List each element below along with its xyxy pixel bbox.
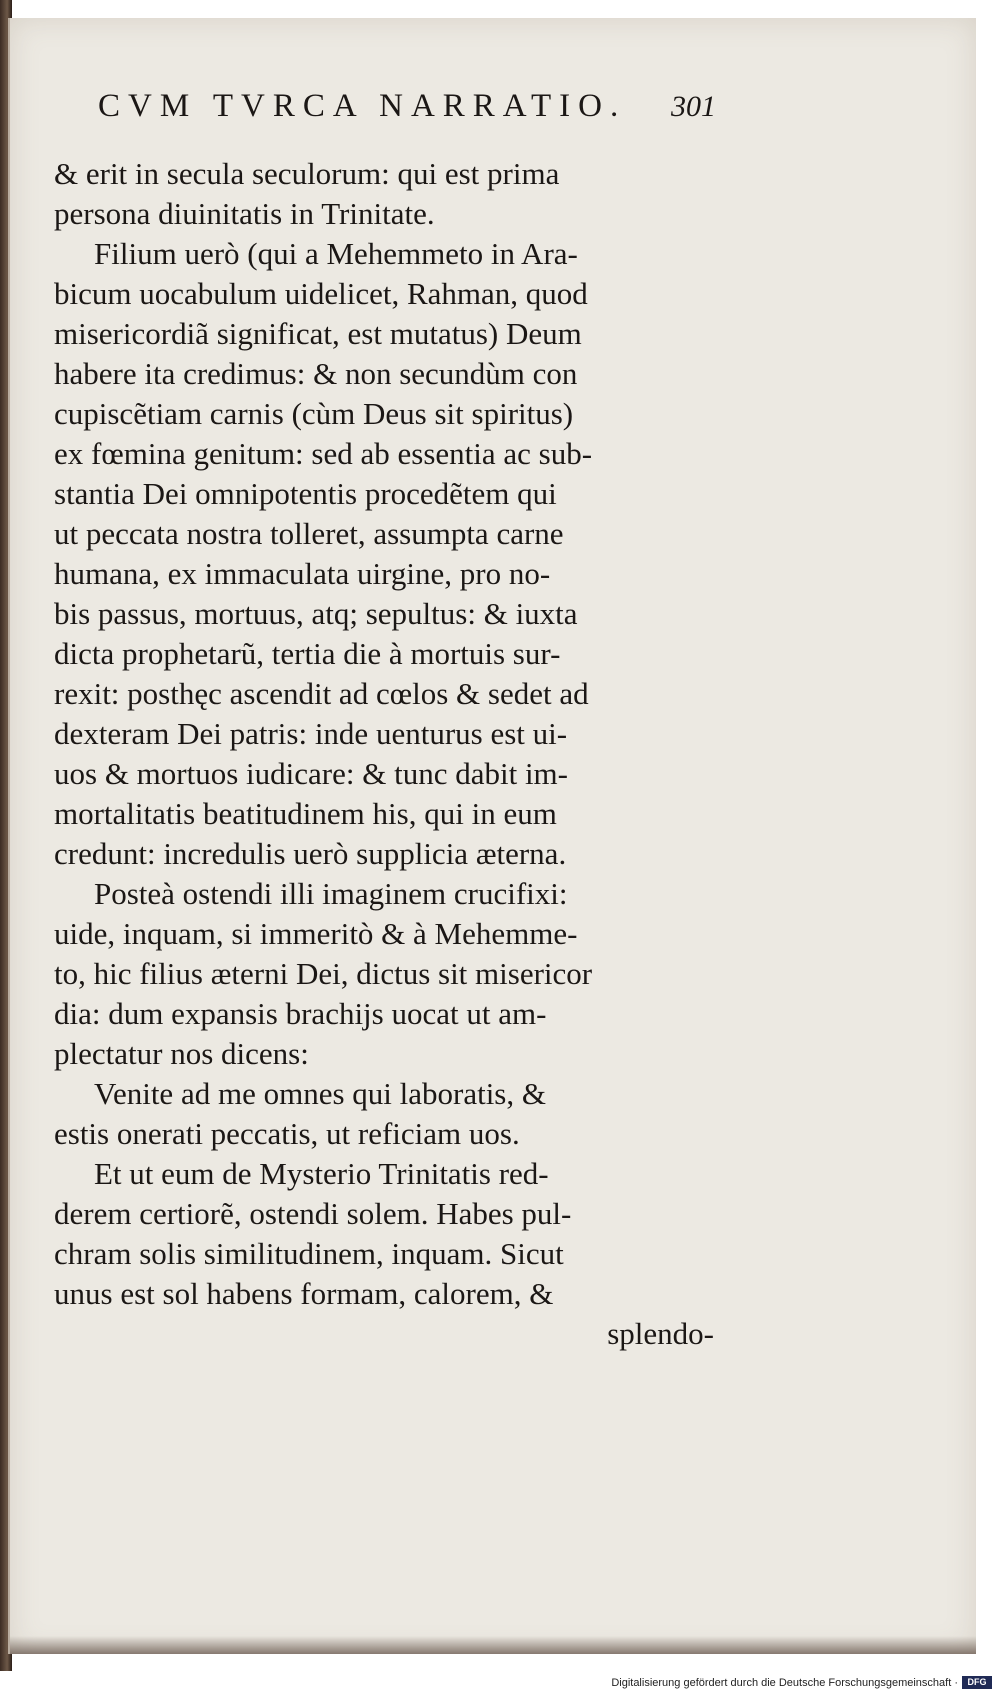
text-line: ex fœmina genitum: sed ab essentia ac sub-	[54, 436, 593, 471]
text-line: uos & mortuos iudicare: & tunc dabit im-	[54, 756, 568, 791]
body-text	[54, 154, 720, 1354]
text-line: mortalitatis beatitudinem his, qui in eum	[54, 796, 557, 831]
text-line: Posteà ostendi illi imaginem crucifixi:	[94, 876, 568, 911]
text-line: Venite ad me omnes qui laboratis, &	[94, 1076, 546, 1111]
text-line: stantia Dei omnipotentis procedẽtem qui	[54, 476, 557, 511]
text-line: habere ita credimus: & non secundùm con	[54, 356, 578, 391]
text-line: to, hic filius æterni Dei, dictus sit misericor	[54, 956, 593, 991]
text-line: chram solis similitudinem, inquam. Sicut	[54, 1236, 564, 1271]
dfg-logo: DFG	[962, 1676, 992, 1689]
text-line: dicta prophetarũ, tertia die à mortuis sur-	[54, 636, 561, 671]
book-page	[8, 18, 976, 1654]
text-line: persona diuinitatis in Trinitate.	[54, 196, 435, 231]
text-line: dia: dum expansis brachijs uocat ut am-	[54, 996, 547, 1031]
text-line: dexteram Dei patris: inde uenturus est ui-	[54, 716, 568, 751]
text-line: estis onerati peccatis, ut reficiam uos.	[54, 1116, 520, 1151]
text-line: uide, inquam, si immeritò & à Mehemme-	[54, 916, 578, 951]
text-line: humana, ex immaculata uirgine, pro no-	[54, 556, 551, 591]
text-line: plectatur nos dicens:	[54, 1036, 309, 1071]
text-line: & erit in secula seculorum: qui est prima	[54, 156, 560, 191]
digitization-footer	[0, 1671, 1000, 1693]
text-line: cupiscẽtiam carnis (cùm Deus sit spiritus)	[54, 396, 574, 431]
text-line: bis passus, mortuus, atq; sepultus: & iuxta	[54, 596, 578, 631]
text-line: credunt: incredulis uerò supplicia æterna.	[54, 836, 567, 871]
page-header	[98, 80, 716, 140]
text-line: unus est sol habens formam, calorem, &	[54, 1276, 554, 1311]
text-line: bicum uocabulum uidelicet, Rahman, quod	[54, 276, 588, 311]
text-line: Filium uerò (qui a Mehemmeto in Ara-	[94, 236, 578, 271]
text-line: derem certiorẽ, ostendi solem. Habes pul-	[54, 1196, 572, 1231]
funding-credit: Digitalisierung gefördert durch die Deutsche Forschungsgemeinschaft ·	[611, 1677, 958, 1689]
text-line: ut peccata nostra tolleret, assumpta carne	[54, 516, 564, 551]
catchword: splendo-	[607, 1316, 714, 1351]
text-line: rexit: posthęc ascendit ad cœlos & sedet ad	[54, 676, 589, 711]
running-title: CVM TVRCA NARRATIO.	[98, 88, 627, 124]
page-number: 301	[671, 90, 716, 123]
text-line: misericordiã significat, est mutatus) Deum	[54, 316, 582, 351]
text-line: Et ut eum de Mysterio Trinitatis red-	[94, 1156, 549, 1191]
